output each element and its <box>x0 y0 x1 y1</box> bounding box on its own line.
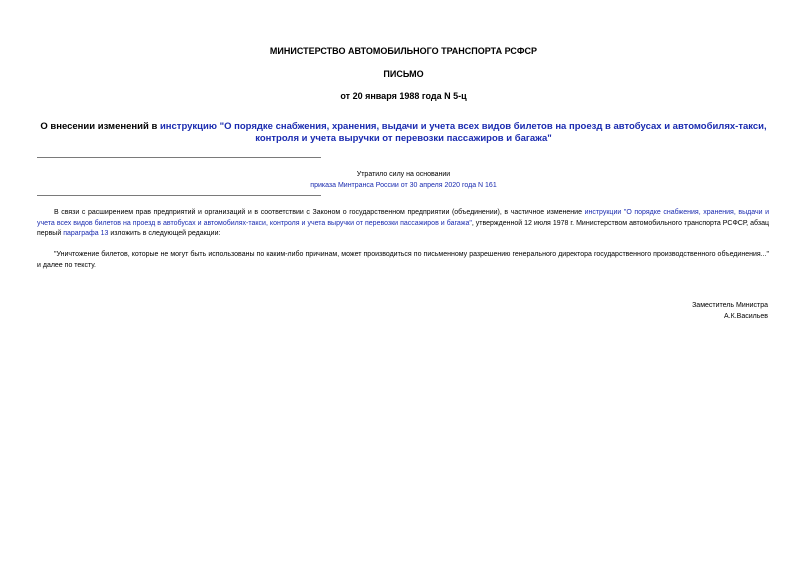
document-title <box>35 121 772 145</box>
status-note: Утратило силу на основании <box>356 171 451 178</box>
body-paragraph-1 <box>37 208 769 240</box>
paragraph-13-link[interactable]: параграфа 13 <box>63 230 109 237</box>
body-text-part-2: , утвержденной 12 июля 1978 г. Министерством автомобильного транспорта РСФСР, абзац первый <box>37 219 769 237</box>
body-text-part-3: изложить в следующей редакции: <box>108 230 221 237</box>
ministry-name: МИНИСТЕРСТВО АВТОМОБИЛЬНОГО ТРАНСПОРТА РСФСР <box>269 46 538 56</box>
title-instruction-link[interactable]: инструкцию "О порядке снабжения, хранения, выдачи и учета всех видов билетов на проезд в автобусах и автомобилях-такси, контроля и учета выручки от перевозки пассажиров и багажа" <box>159 121 767 144</box>
signatory-position: Заместитель Министра <box>692 302 768 309</box>
repeal-order-link[interactable]: приказа Минтранса России от 30 апреля 2020 года N 161 <box>310 182 497 189</box>
divider-bottom <box>37 195 321 196</box>
signatory-name: А.К.Васильев <box>724 313 768 320</box>
body-paragraph-2: "Уничтожение билетов, которые не могут быть использованы по каким-либо причинам, может производиться по письменному разрешению генерального директора государственного производственного объединения..." и далее по тексту. <box>37 251 769 269</box>
document-date: от 20 января 1988 года N 5-ц <box>340 91 467 101</box>
body-text-part-1: В связи с расширением прав предприятий и организаций и в соответствии с Законом о государственном предприятии (объединении), в частичное изменение <box>54 209 585 216</box>
status-link-line <box>0 180 807 191</box>
instruction-link[interactable]: инструкции "О порядке снабжения, хранения, выдачи и учета всех видов билетов на проезд в автобусах и автомобилях-такси, контроля и учета выручки от перевозки пассажиров и багажа" <box>37 209 769 227</box>
document-type: ПИСЬМО <box>383 69 424 79</box>
title-prefix: О внесении изменений в <box>40 121 160 132</box>
divider-top <box>37 157 321 158</box>
